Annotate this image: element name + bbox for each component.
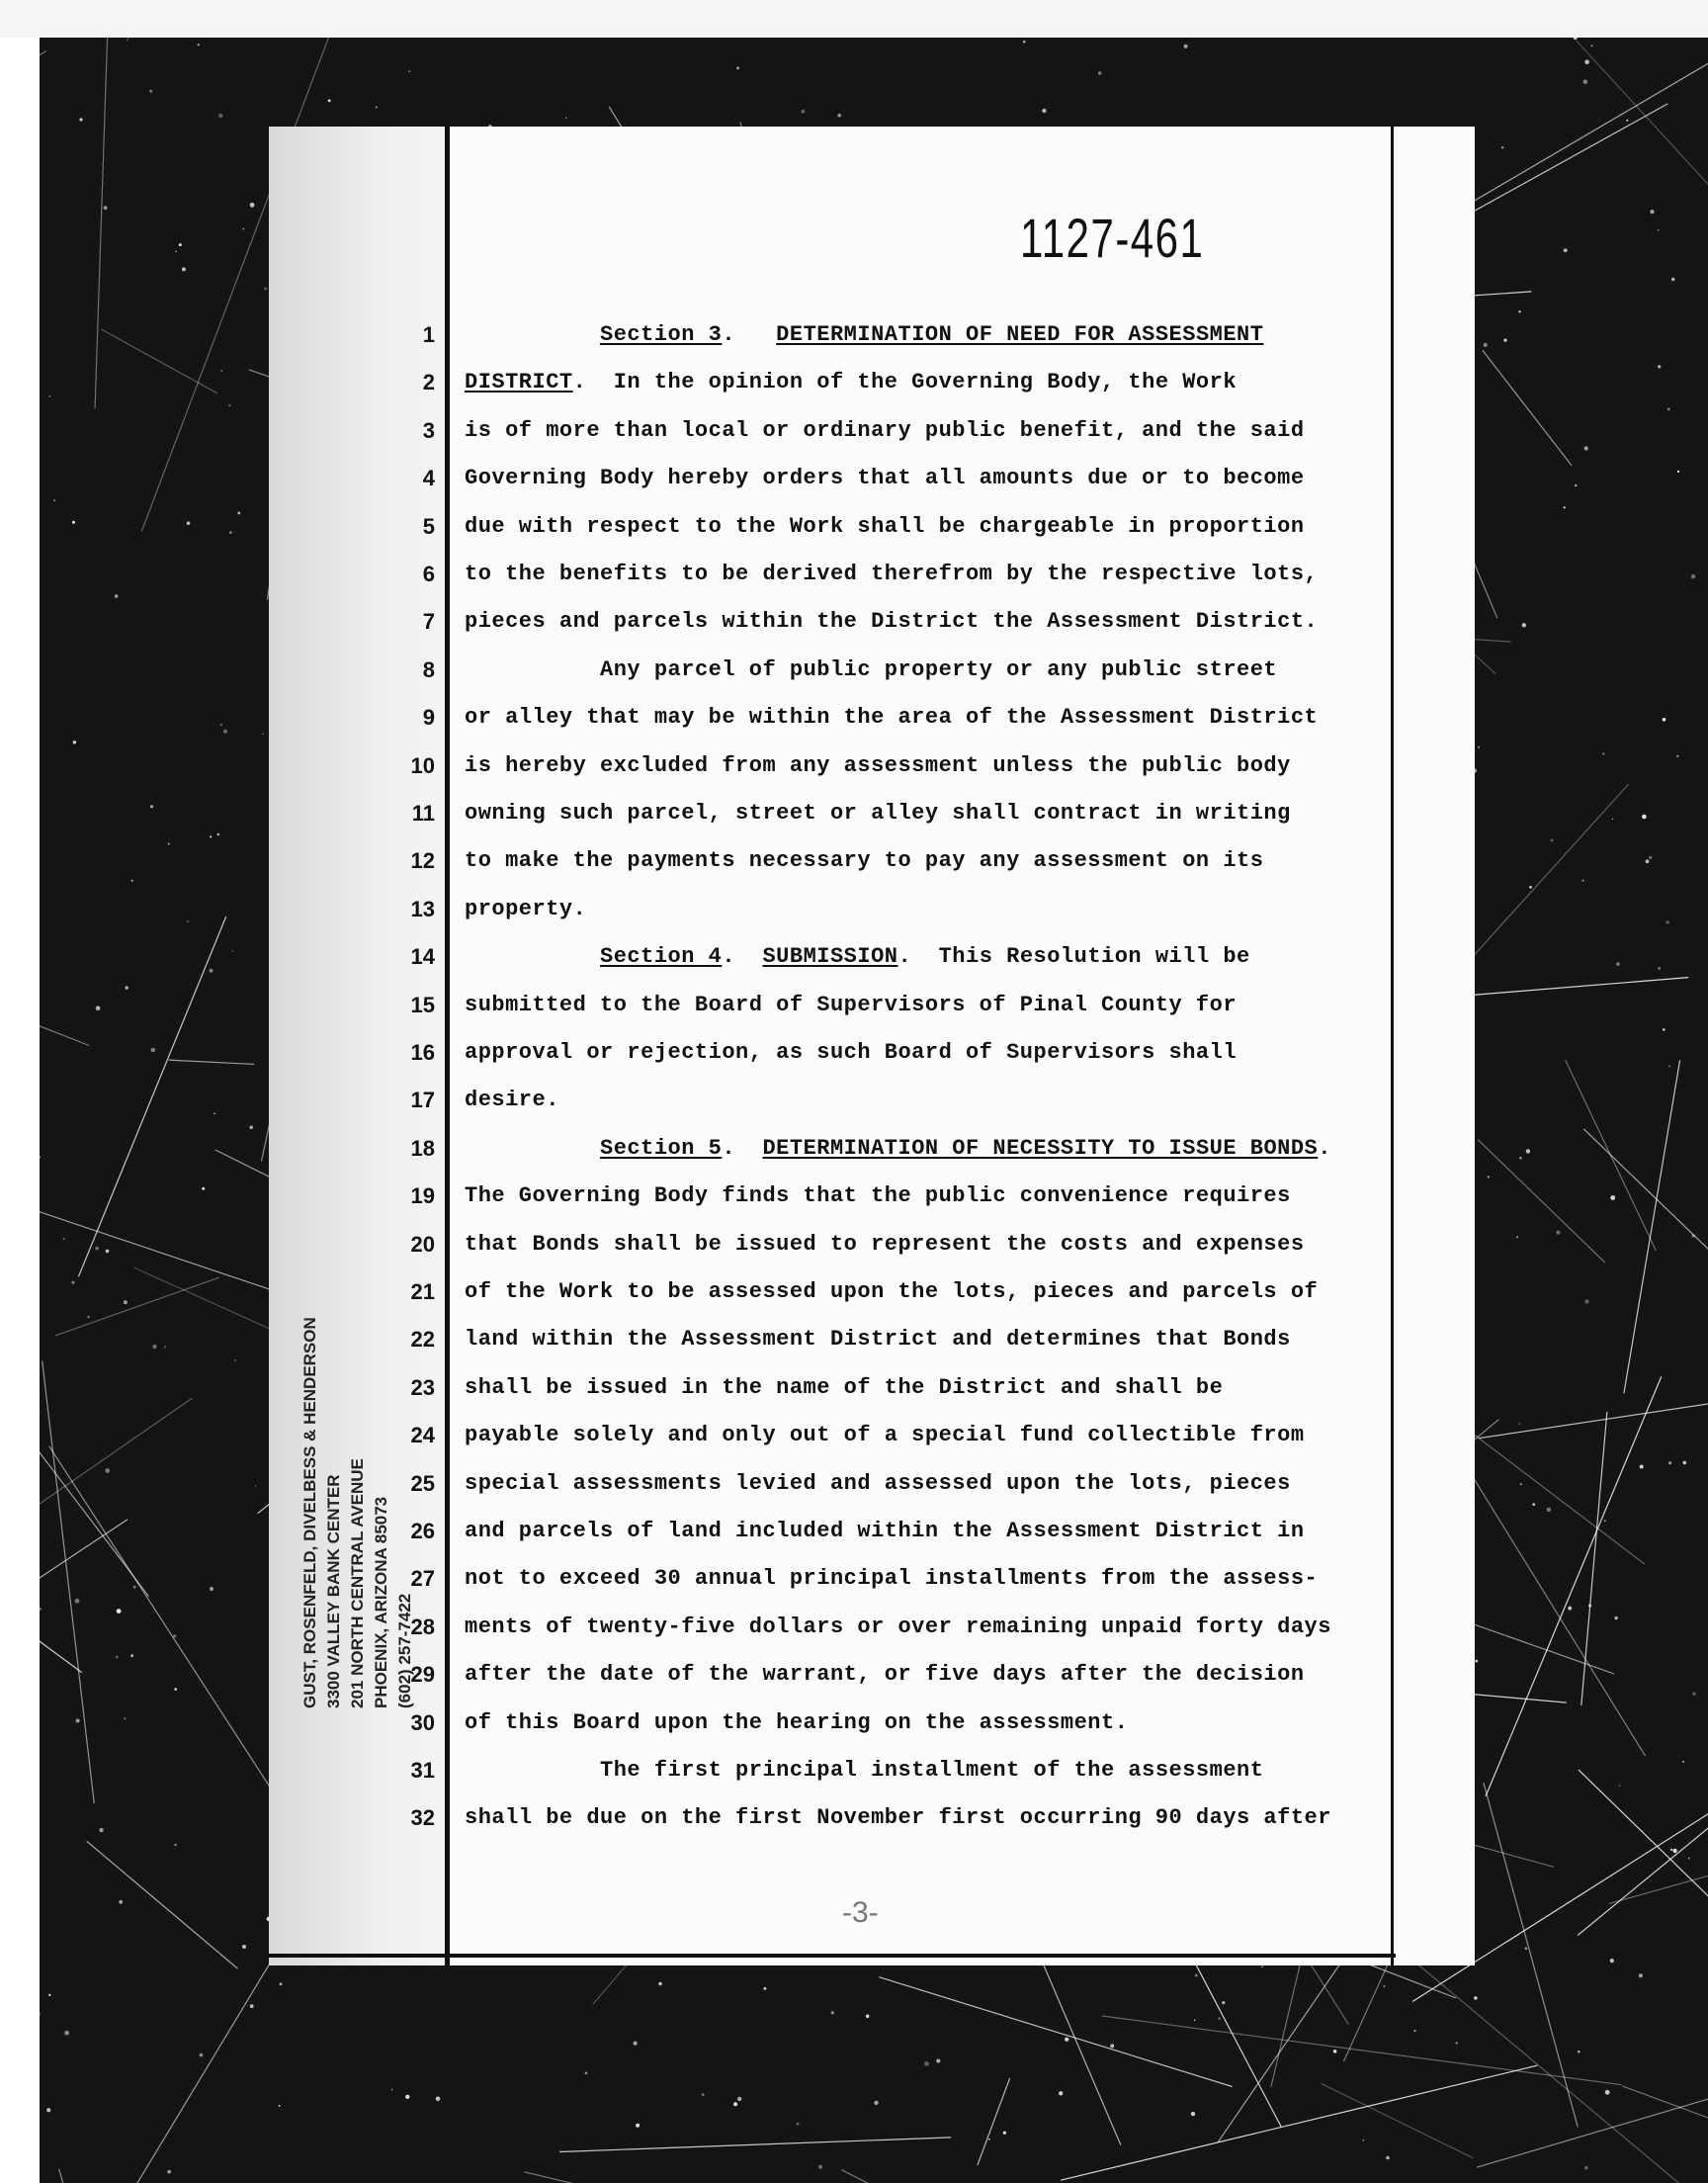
underlined-heading: DETERMINATION OF NEED FOR ASSESSMENT — [776, 322, 1264, 347]
text-segment: due with respect to the Work shall be chargeable in proportion — [465, 513, 1305, 539]
text-segment: approval or rejection, as such Board of Supervisors shall — [465, 1040, 1238, 1065]
line-number: 7 — [422, 609, 435, 635]
text-segment: payable solely and only out of a special fund collectible from — [465, 1423, 1305, 1448]
text-segment: . — [722, 944, 763, 970]
line-number: 5 — [422, 513, 435, 539]
text-segment: land within the Assessment District and determines that Bonds — [465, 1327, 1291, 1353]
indent — [465, 322, 600, 347]
line-number: 14 — [410, 944, 435, 970]
text-line — [465, 1136, 1331, 1161]
text-segment: shall be due on the first November first occurring 90 days after — [465, 1805, 1331, 1831]
firm-line: PHOENIX, ARIZONA 85073 — [372, 1496, 390, 1708]
line-number: 26 — [410, 1519, 435, 1543]
text-line — [465, 993, 1237, 1017]
text-line — [465, 1805, 1331, 1830]
text-line — [465, 562, 1318, 586]
text-segment: after the date of the warrant, or five days after the decision — [465, 1662, 1305, 1688]
line-number: 12 — [410, 848, 435, 874]
bottom-rule — [269, 1954, 1396, 1958]
line-number: 21 — [410, 1279, 435, 1304]
text-segment: of this Board upon the hearing on the assessment. — [465, 1709, 1129, 1735]
text-line — [465, 705, 1318, 730]
text-segment: shall be issued in the name of the District and shall be — [465, 1374, 1224, 1400]
page-number: 1127-461 — [1020, 207, 1205, 269]
text-line — [465, 1471, 1291, 1496]
text-segment: desire. — [465, 1088, 559, 1113]
text-segment: owning such parcel, street or alley shall contract in writing — [465, 801, 1291, 826]
text-line — [465, 370, 1237, 394]
document-page — [269, 127, 1475, 1965]
underlined-heading: DETERMINATION OF NECESSITY TO ISSUE BONDS — [762, 1135, 1319, 1161]
text-segment: to the benefits to be derived therefrom by the respective lots, — [465, 562, 1319, 586]
text-line — [465, 1040, 1237, 1065]
firm-line: 3300 VALLEY BANK CENTER — [324, 1474, 343, 1708]
line-number: 25 — [410, 1470, 435, 1496]
text-line — [465, 1710, 1128, 1735]
line-number: 27 — [410, 1566, 435, 1592]
text-segment: . This Resolution will be — [897, 944, 1250, 970]
indent — [465, 1136, 600, 1161]
text-line — [465, 1566, 1318, 1591]
line-number: 19 — [410, 1183, 435, 1209]
underlined-heading: Section 3 — [600, 322, 723, 347]
text-segment: . — [722, 1135, 763, 1161]
line-number: 4 — [422, 466, 435, 491]
line-number: 3 — [422, 417, 435, 443]
line-number: 22 — [410, 1327, 435, 1353]
line-number: 6 — [422, 562, 435, 586]
indent — [465, 657, 600, 682]
text-segment: of the Work to be assessed upon the lots, pieces and parcels of — [465, 1279, 1319, 1304]
text-segment: . — [722, 322, 777, 347]
line-number: 1 — [422, 322, 435, 347]
line-number: 8 — [422, 656, 435, 682]
text-line — [465, 1758, 1263, 1783]
text-segment: Any parcel of public property or any public street — [600, 656, 1278, 682]
text-segment: The Governing Body finds that the public convenience requires — [465, 1183, 1291, 1209]
text-segment: ments of twenty-five dollars or over remaining unpaid forty days — [465, 1614, 1331, 1639]
text-segment: not to exceed 30 annual principal installments from the assess- — [465, 1566, 1319, 1592]
text-line — [465, 753, 1291, 778]
line-number: 28 — [410, 1614, 435, 1639]
text-line — [465, 848, 1263, 873]
firm-line: 201 NORTH CENTRAL AVENUE — [348, 1458, 367, 1708]
text-segment: is of more than local or ordinary public benefit, and the said — [465, 417, 1305, 443]
text-segment: . In the opinion of the Governing Body, the Work — [572, 370, 1238, 395]
text-segment: Governing Body hereby orders that all amounts due or to become — [465, 466, 1305, 491]
text-segment: . — [1318, 1135, 1331, 1161]
text-line — [465, 418, 1305, 443]
text-line — [465, 1088, 559, 1112]
line-number: 29 — [410, 1662, 435, 1688]
underlined-heading: SUBMISSION — [762, 944, 898, 970]
text-segment: or alley that may be within the area of the Assessment District — [465, 705, 1319, 731]
indent — [465, 1758, 600, 1783]
line-number: 10 — [410, 752, 435, 778]
text-segment: to make the payments necessary to pay any assessment on its — [465, 848, 1264, 874]
text-segment: property. — [465, 896, 587, 921]
text-line — [465, 514, 1305, 539]
text-segment: that Bonds shall be issued to represent the costs and expenses — [465, 1231, 1305, 1257]
underlined-heading: DISTRICT — [465, 370, 573, 395]
text-line — [465, 897, 586, 921]
text-line — [465, 944, 1250, 969]
text-segment: submitted to the Board of Supervisors of Pinal County for — [465, 992, 1238, 1017]
text-line — [465, 801, 1291, 826]
text-line — [465, 1662, 1305, 1687]
line-number: 24 — [410, 1423, 435, 1448]
line-number: 13 — [410, 896, 435, 921]
line-number: 20 — [410, 1231, 435, 1257]
text-line — [465, 1232, 1305, 1257]
right-margin-rule — [1391, 127, 1394, 1965]
text-segment: is hereby excluded from any assessment unless the public body — [465, 752, 1291, 778]
line-number: 15 — [410, 992, 435, 1017]
footer-page-number: -3- — [842, 1896, 879, 1929]
text-line — [465, 1615, 1331, 1639]
scan-top-strip — [0, 0, 1708, 38]
line-number: 30 — [410, 1709, 435, 1735]
text-segment: The first principal installment of the assessment — [600, 1758, 1264, 1783]
firm-line: GUST, ROSENFELD, DIVELBESS & HENDERSON — [300, 1317, 319, 1708]
text-segment: and parcels of land included within the Assessment District in — [465, 1519, 1305, 1543]
text-segment: special assessments levied and assessed upon the lots, pieces — [465, 1470, 1291, 1496]
line-number: 32 — [410, 1805, 435, 1831]
indent — [465, 944, 600, 969]
text-segment: pieces and parcels within the District the Assessment District. — [465, 609, 1319, 635]
text-line — [465, 1519, 1305, 1543]
text-line — [465, 1423, 1305, 1447]
line-number: 31 — [410, 1758, 435, 1783]
line-number: 16 — [410, 1040, 435, 1065]
firm-line: (602) 257-7422 — [395, 1593, 414, 1708]
text-line — [465, 322, 1263, 347]
text-line — [465, 657, 1277, 682]
line-number: 23 — [410, 1374, 435, 1400]
text-line — [465, 1375, 1223, 1400]
text-line — [465, 609, 1318, 634]
text-line — [465, 1327, 1291, 1352]
margin-rule — [445, 127, 450, 1965]
line-number: 9 — [422, 705, 435, 731]
text-line — [465, 1279, 1318, 1304]
line-number: 2 — [422, 370, 435, 395]
text-line — [465, 466, 1305, 490]
line-number: 11 — [411, 801, 435, 826]
underlined-heading: Section 5 — [600, 1135, 723, 1161]
line-number: 18 — [410, 1135, 435, 1161]
line-number: 17 — [410, 1088, 435, 1113]
underlined-heading: Section 4 — [600, 944, 723, 970]
text-line — [465, 1183, 1291, 1208]
